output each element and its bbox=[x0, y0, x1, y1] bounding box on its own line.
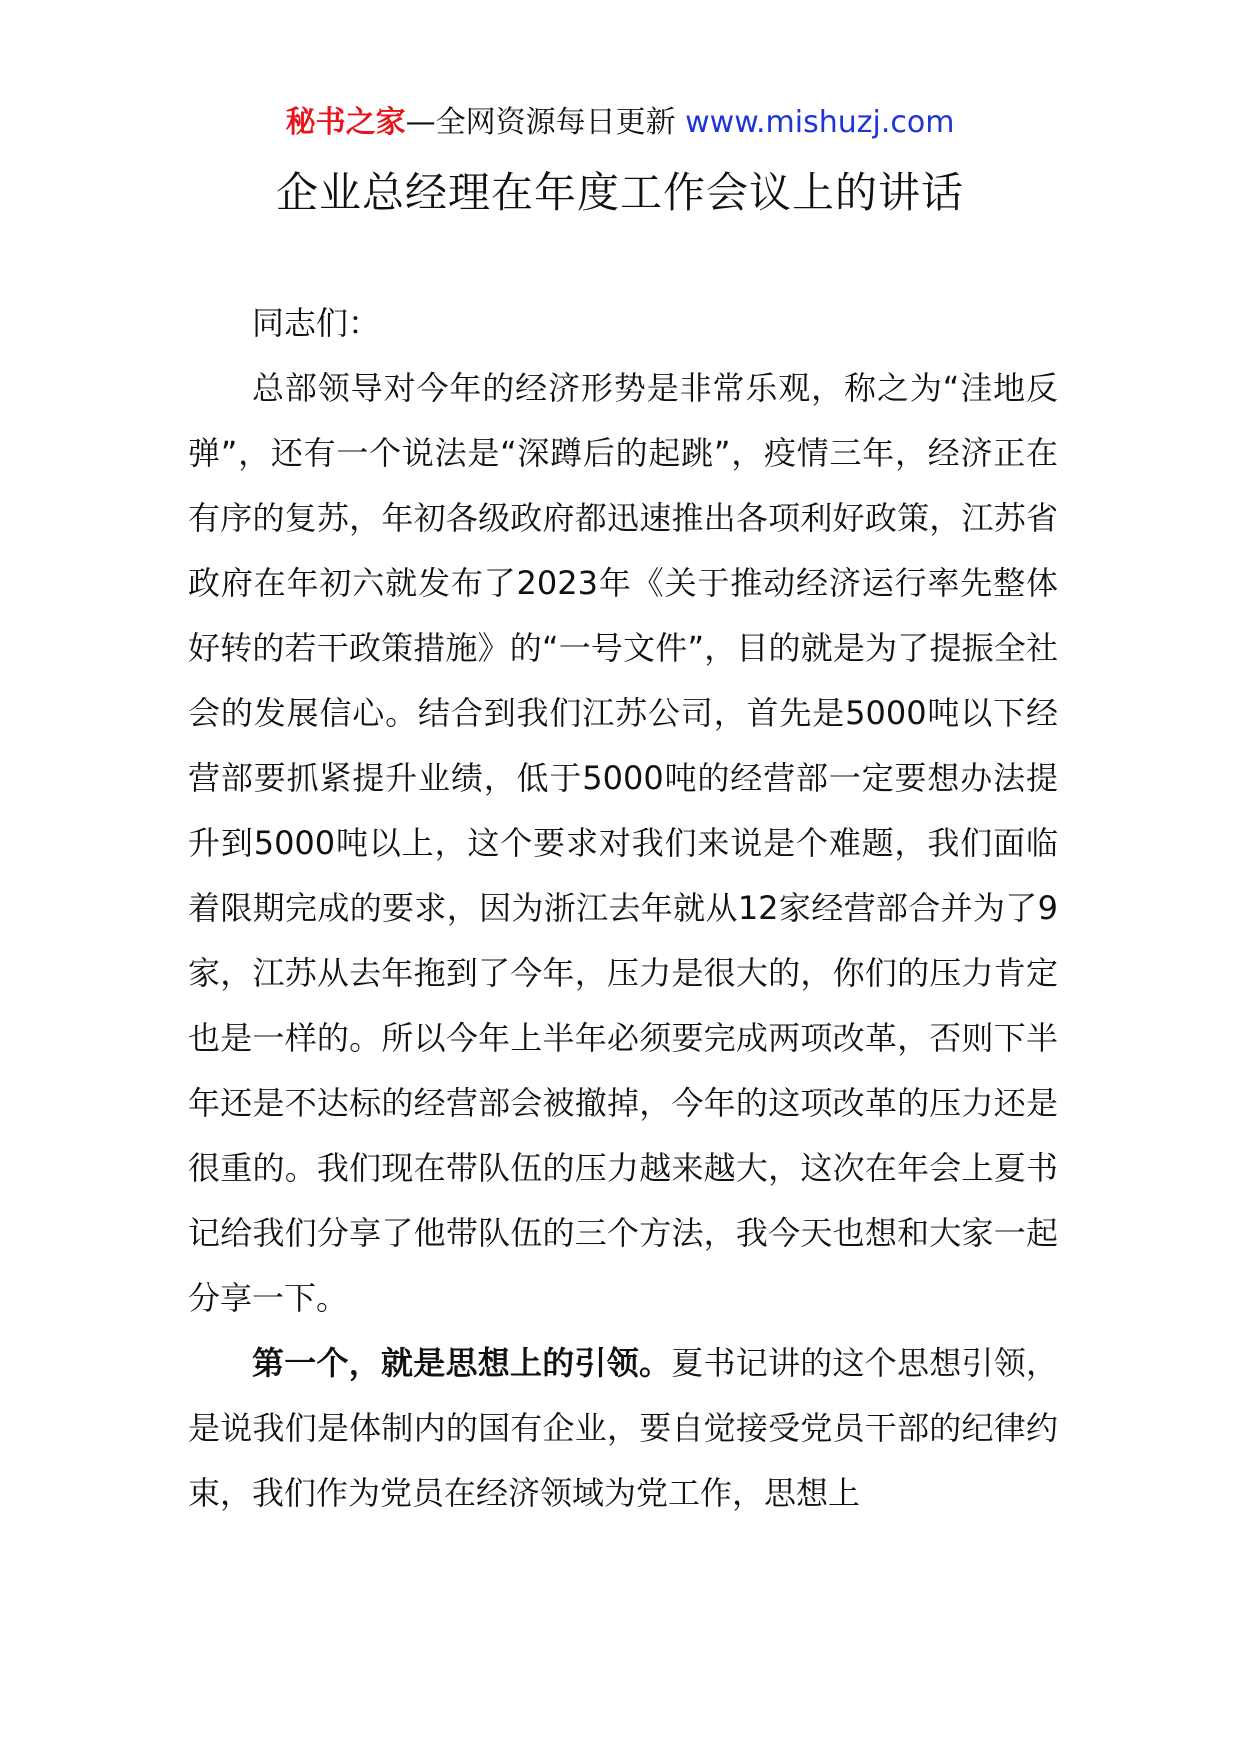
paragraph-1: 总部领导对今年的经济形势是非常乐观，称之为“洼地反弹”，还有一个说法是“深蹲后的起跳”，疫情三年，经济正在有序的复苏，年初各级政府都迅速推出各项利好政策，江苏省政府在年初六就发布了2023年《关于推动经济运行率先整体好转的若干政策措施》的“一号文件”，目的就是为了提振全社会的发展信心。结合到我们江苏公司，首先是5000吨以下经营部要抓紧提升业绩，低于5000吨的经营部一定要想办法提升到5000吨以上，这个要求对我们来说是个难题，我们面临着限期完成的要求，因为浙江去年就从12家经营部合并为了9家，江苏从去年拖到了今年，压力是很大的，你们的压力肯定也是一样的。所以今年上半年必须要完成两项改革，否则下半年还是不达标的经营部会被撤掉，今年的这项改革的压力还是很重的。我们现在带队伍的压力越来越大，这次在年会上夏书记给我们分享了他带队伍的三个方法，我今天也想和大家一起分享一下。 bbox=[188, 369, 1058, 1317]
site-url-link[interactable]: www.mishuzj.com bbox=[685, 105, 955, 140]
site-header bbox=[0, 103, 1240, 143]
paragraph-2-lead: 第一个，就是思想上的引领。 bbox=[252, 1344, 672, 1382]
paragraph-2-text: 夏书记讲的这个思想引领，是说我们是体制内的国有企业，要自觉接受党员干部的纪律约束，我们作为党员在经济领域为党工作，思想上 bbox=[188, 1344, 1058, 1512]
document-title: 企业总经理在年度工作会议上的讲话 bbox=[275, 168, 964, 217]
paragraph-2 bbox=[188, 1331, 1058, 1526]
document-body bbox=[188, 291, 1058, 1526]
site-slogan: —全网资源每日更新 bbox=[405, 105, 686, 140]
salutation: 同志们： bbox=[252, 304, 381, 342]
site-brand-name: 秘书之家 bbox=[285, 105, 406, 140]
